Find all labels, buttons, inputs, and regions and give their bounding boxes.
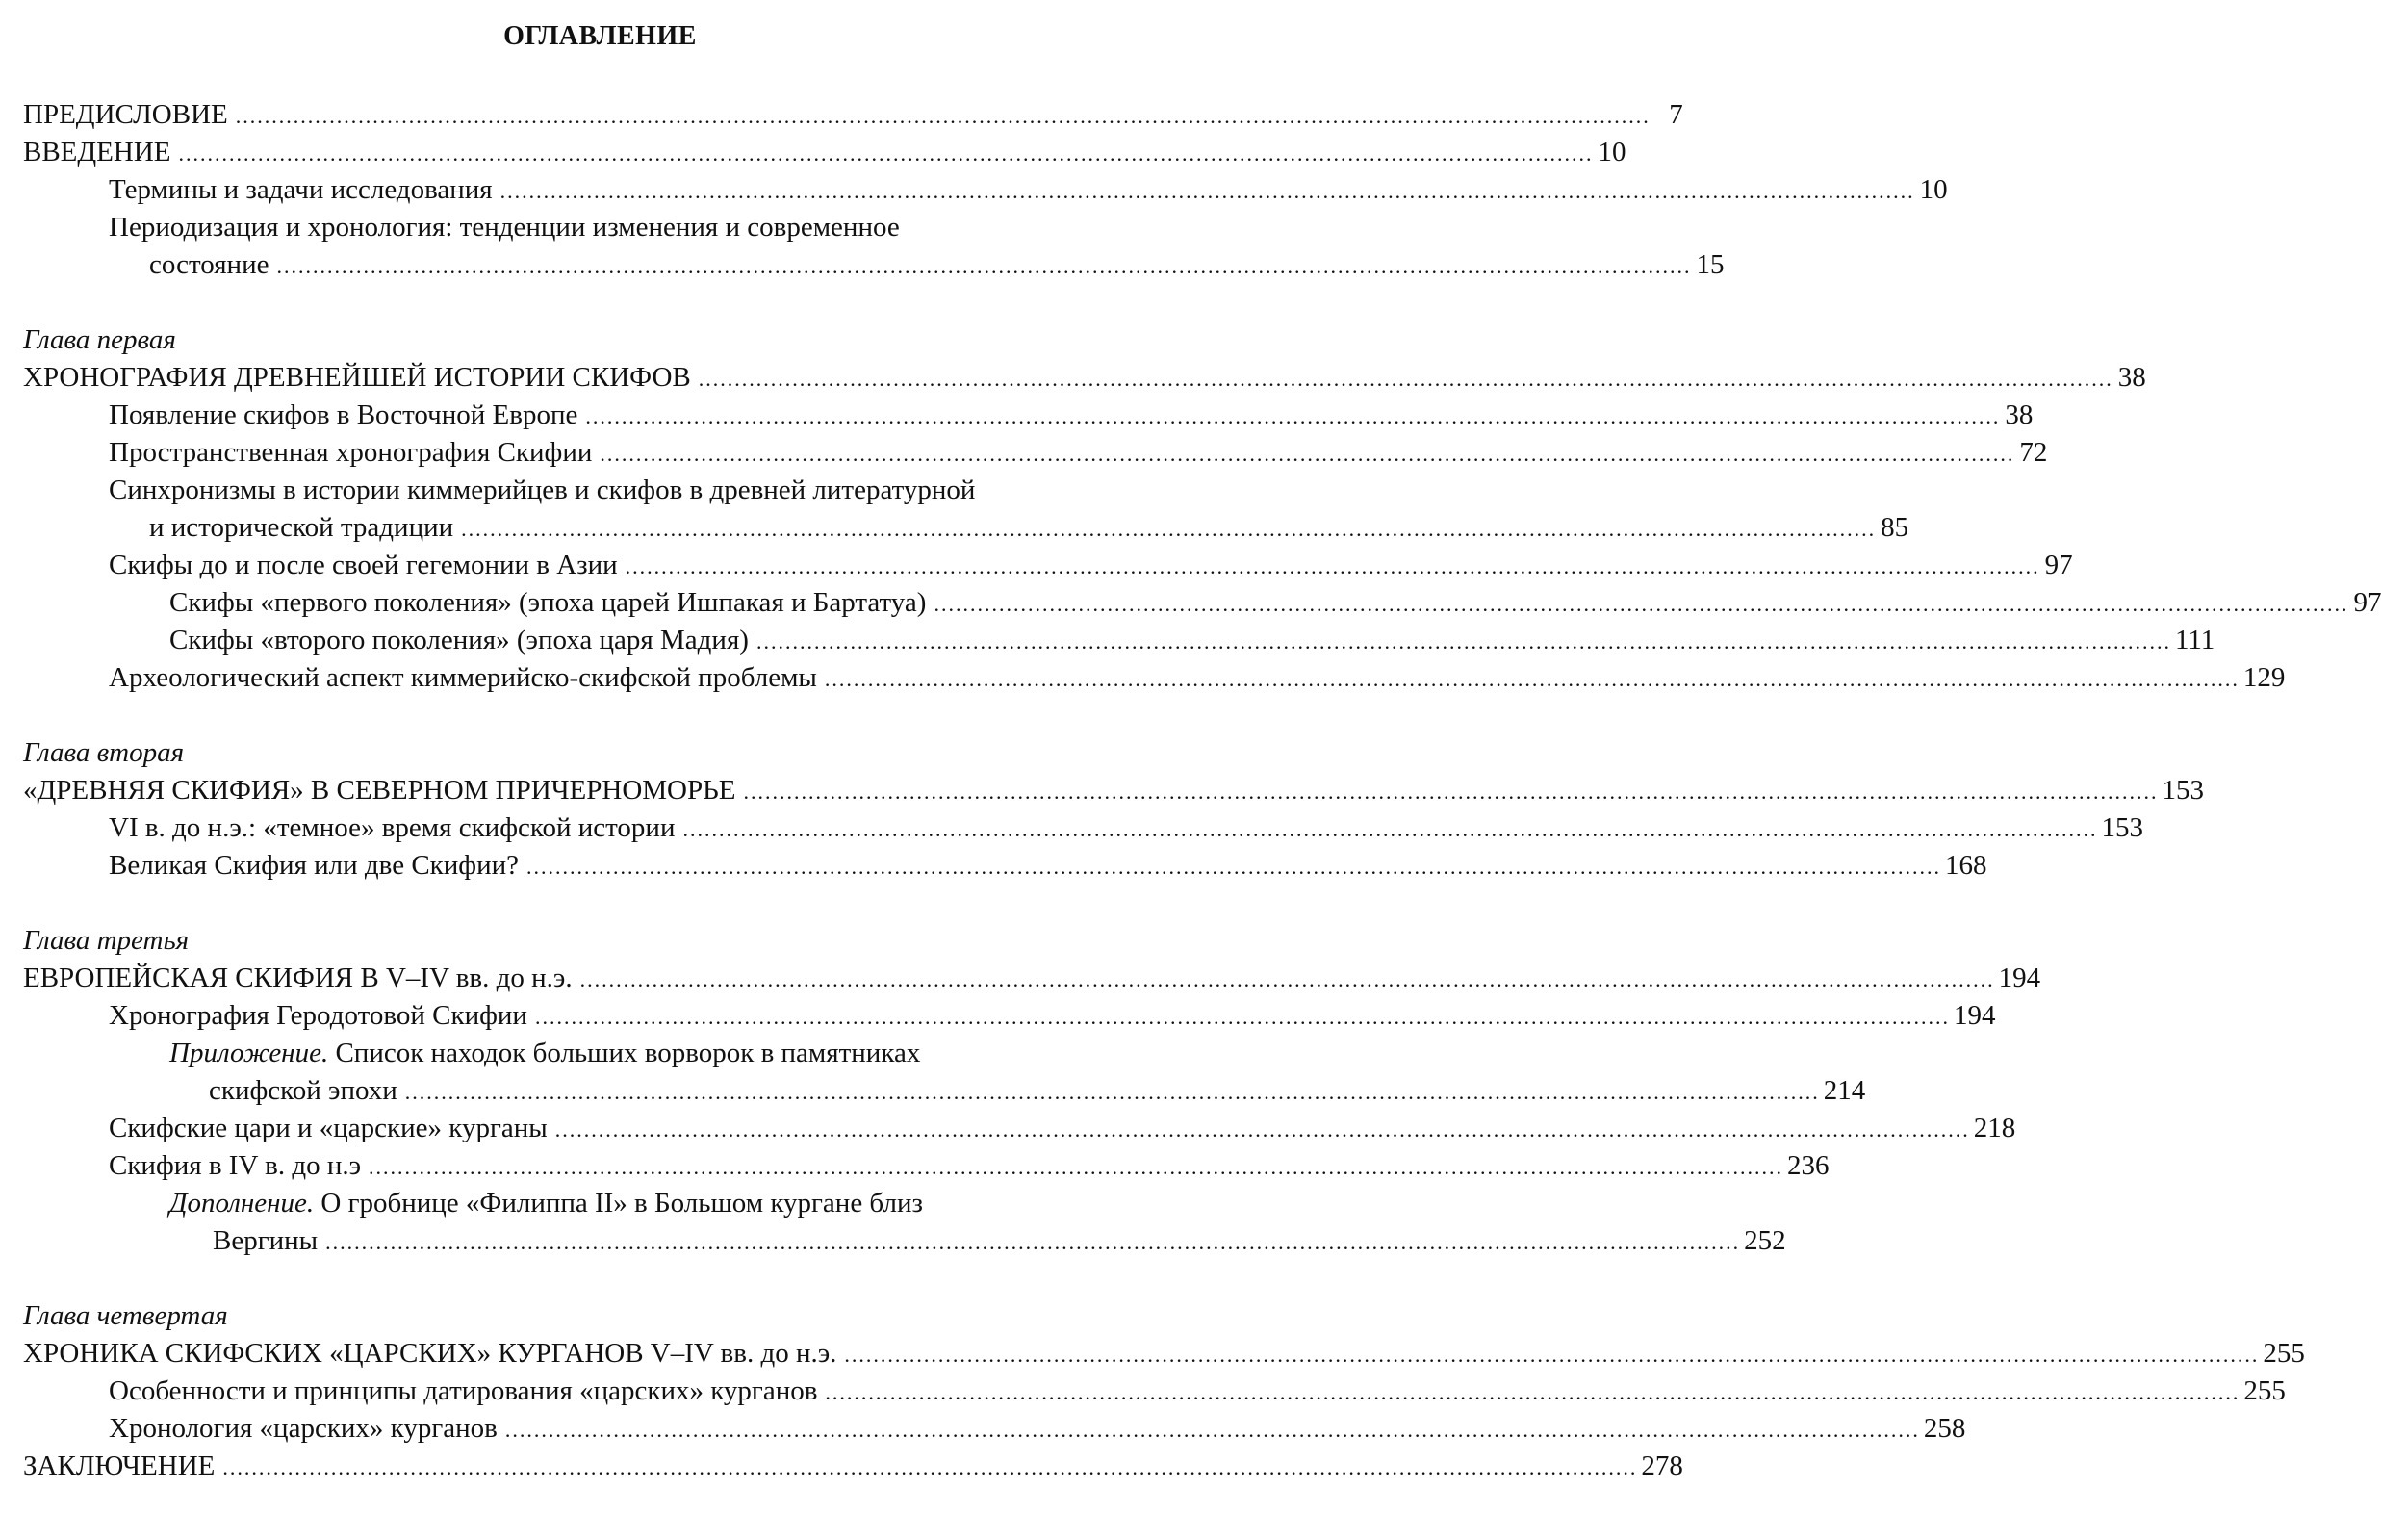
entry-page: 153 [2101, 812, 2143, 843]
entry-title: Хронография Геродотовой Скифии [109, 1000, 527, 1031]
leader-dots: .................................................................................................................................................................................................... [534, 1005, 1950, 1029]
toc-entry-section-line2[interactable] [23, 509, 1909, 547]
entry-title: ХРОНОГРАФИЯ ДРЕВНЕЙШЕЙ ИСТОРИИ СКИФОВ [23, 362, 691, 393]
entry-title: ВВЕДЕНИЕ [23, 137, 171, 167]
entry-title: Скифы «первого поколения» (эпоха царей Ишпакая и Бартатуа) [169, 587, 927, 618]
entry-page: 97 [2044, 550, 2073, 580]
entry-title: скифской эпохи [209, 1075, 397, 1106]
leader-dots: .................................................................................................................................................................................................... [698, 367, 2113, 391]
leader-dots: .................................................................................................................................................................................................... [844, 1343, 2260, 1367]
entry-page: 38 [2005, 399, 2034, 430]
toc-entry-terms[interactable] [23, 171, 1948, 209]
entry-title: Вергины [213, 1225, 319, 1256]
toc-entry-supplement-line2[interactable] [23, 1222, 1786, 1260]
leader-dots: .................................................................................................................................................................................................... [276, 254, 1692, 278]
leader-dots: .................................................................................................................................................................................................... [682, 817, 2098, 841]
entry-page: 10 [1598, 137, 1626, 167]
entry-page: 252 [1744, 1225, 1786, 1256]
supplement-prefix: Дополнение. [169, 1188, 315, 1219]
entry-page: 85 [1881, 512, 1909, 543]
toc-entry-section[interactable] [23, 847, 1987, 885]
leader-dots: .................................................................................................................................................................................................... [600, 442, 2015, 466]
toc-entry-section[interactable] [23, 397, 2034, 434]
entry-title: Скифы до и после своей гегемонии в Азии [109, 550, 618, 580]
leader-dots: .................................................................................................................................................................................................... [934, 592, 2349, 616]
toc-entry-section-line1[interactable]: Синхронизмы в истории киммерийцев и скифов в древней литературной [109, 475, 976, 505]
entry-page: 10 [1919, 174, 1948, 205]
entry-page: 236 [1787, 1150, 1830, 1181]
chapter-label: Глава четвертая [23, 1300, 228, 1331]
page-title: ОГЛАВЛЕНИЕ [503, 21, 697, 51]
entry-page: 15 [1696, 249, 1725, 280]
toc-entry-supplement-line1[interactable] [23, 1185, 1178, 1222]
entry-title: Скифы «второго поколения» (эпоха царя Мадия) [169, 625, 749, 655]
chapter-label: Глава первая [23, 324, 176, 355]
entry-page: 38 [2117, 362, 2146, 393]
leader-dots: .................................................................................................................................................................................................... [222, 1455, 1638, 1479]
toc-entry-section[interactable] [23, 809, 2143, 847]
toc-entry-subsection[interactable] [23, 584, 2381, 622]
toc-entry-section[interactable] [23, 434, 2048, 472]
toc-entry-appendix-line2[interactable] [23, 1072, 1866, 1110]
entry-title: Термины и задачи исследования [109, 174, 493, 205]
toc-entry-section[interactable] [23, 659, 2286, 697]
toc-entry-section[interactable] [23, 997, 1996, 1035]
entry-title: VI в. до н.э.: «темное» время скифской истории [109, 812, 676, 843]
toc-entry-preface[interactable] [23, 96, 1683, 134]
leader-dots: .................................................................................................................................................................................................... [235, 104, 1651, 128]
entry-title: Пространственная хронография Скифии [109, 437, 593, 468]
entry-page: 214 [1823, 1075, 1866, 1106]
toc-entry-chapter-4[interactable] [23, 1335, 2305, 1373]
toc-entry-section[interactable] [23, 1410, 1966, 1448]
toc-entry-chapter-3[interactable] [23, 960, 2041, 997]
entry-title: ЗАКЛЮЧЕНИЕ [23, 1450, 216, 1481]
chapter-label: Глава третья [23, 925, 190, 956]
leader-dots: .................................................................................................................................................................................................... [755, 629, 2171, 654]
entry-page: 218 [1973, 1113, 2016, 1143]
leader-dots: .................................................................................................................................................................................................... [579, 967, 1995, 991]
entry-page: 129 [2242, 662, 2286, 693]
entry-title: Особенности и принципы датирования «царских» курганов [109, 1375, 818, 1406]
entry-page: 255 [2263, 1338, 2305, 1369]
leader-dots: .................................................................................................................................................................................................... [504, 1418, 1920, 1442]
entry-page: 255 [2243, 1375, 2286, 1406]
toc-entry-section[interactable] [23, 1373, 2286, 1410]
entry-title: Хронология «царских» курганов [109, 1413, 498, 1444]
chapter-label: Глава вторая [23, 737, 185, 768]
entry-page: 258 [1923, 1413, 1966, 1444]
leader-dots: .................................................................................................................................................................................................... [369, 1155, 1784, 1179]
leader-dots: .................................................................................................................................................................................................... [461, 517, 1877, 541]
entry-page: 7 [1669, 99, 1683, 130]
entry-title: ХРОНИКА СКИФСКИХ «ЦАРСКИХ» КУРГАНОВ V–IV вв. до н.э. [23, 1338, 837, 1369]
entry-page: 111 [2174, 625, 2215, 655]
leader-dots: .................................................................................................................................................................................................... [824, 667, 2240, 691]
leader-dots: .................................................................................................................................................................................................... [554, 1117, 1970, 1142]
entry-title: О гробнице «Филиппа II» в Большом кургане близ [320, 1188, 923, 1219]
entry-page: 168 [1944, 850, 1987, 881]
entry-title: «ДРЕВНЯЯ СКИФИЯ» В СЕВЕРНОМ ПРИЧЕРНОМОРЬЕ [23, 775, 736, 806]
appendix-prefix: Приложение. [169, 1038, 329, 1068]
toc-entry-periodization-line2[interactable] [23, 246, 1725, 284]
entry-page: 153 [2162, 775, 2204, 806]
toc-entry-section[interactable] [23, 547, 2073, 584]
toc-entry-section[interactable] [23, 1147, 1830, 1185]
entry-page: 97 [2353, 587, 2381, 618]
toc-entry-periodization-line1[interactable]: Периодизация и хронология: тенденции изменения и современное [109, 212, 900, 243]
entry-page: 194 [1953, 1000, 1996, 1031]
entry-title: и исторической традиции [149, 512, 454, 543]
leader-dots: .................................................................................................................................................................................................... [525, 855, 1941, 879]
entry-title: ЕВРОПЕЙСКАЯ СКИФИЯ В V–IV вв. до н.э. [23, 962, 573, 993]
leader-dots: .................................................................................................................................................................................................... [743, 780, 2159, 804]
toc-entry-conclusion[interactable] [23, 1448, 1683, 1485]
leader-dots: .................................................................................................................................................................................................... [325, 1230, 1741, 1254]
leader-dots: .................................................................................................................................................................................................... [404, 1080, 1820, 1104]
entry-page: 194 [1998, 962, 2041, 993]
toc-entry-section[interactable] [23, 1110, 2016, 1147]
entry-title: Список находок больших ворворок в памятниках [335, 1038, 921, 1068]
entry-title: состояние [149, 249, 269, 280]
entry-title: Археологический аспект киммерийско-скифской проблемы [109, 662, 817, 693]
entry-page: 278 [1641, 1450, 1683, 1481]
entry-title: Появление скифов в Восточной Европе [109, 399, 578, 430]
leader-dots: .................................................................................................................................................................................................... [585, 404, 2001, 428]
leader-dots: .................................................................................................................................................................................................... [499, 179, 1915, 203]
leader-dots: .................................................................................................................................................................................................... [825, 1380, 2240, 1404]
toc-entry-introduction[interactable] [23, 134, 1626, 171]
leader-dots: .................................................................................................................................................................................................... [178, 141, 1594, 166]
toc-entry-chapter-2[interactable] [23, 772, 2204, 809]
entry-title: Скифские цари и «царские» курганы [109, 1113, 548, 1143]
entry-title: Скифия в IV в. до н.э [109, 1150, 362, 1181]
toc-entry-chapter-1[interactable] [23, 359, 2146, 397]
toc-entry-appendix-line1[interactable] [23, 1035, 1178, 1072]
entry-title: Великая Скифия или две Скифии? [109, 850, 519, 881]
toc-entry-subsection[interactable] [23, 622, 2215, 659]
entry-page: 72 [2019, 437, 2048, 468]
table-of-contents [23, 96, 2381, 1485]
leader-dots: .................................................................................................................................................................................................... [625, 554, 2040, 578]
entry-title: ПРЕДИСЛОВИЕ [23, 99, 228, 130]
